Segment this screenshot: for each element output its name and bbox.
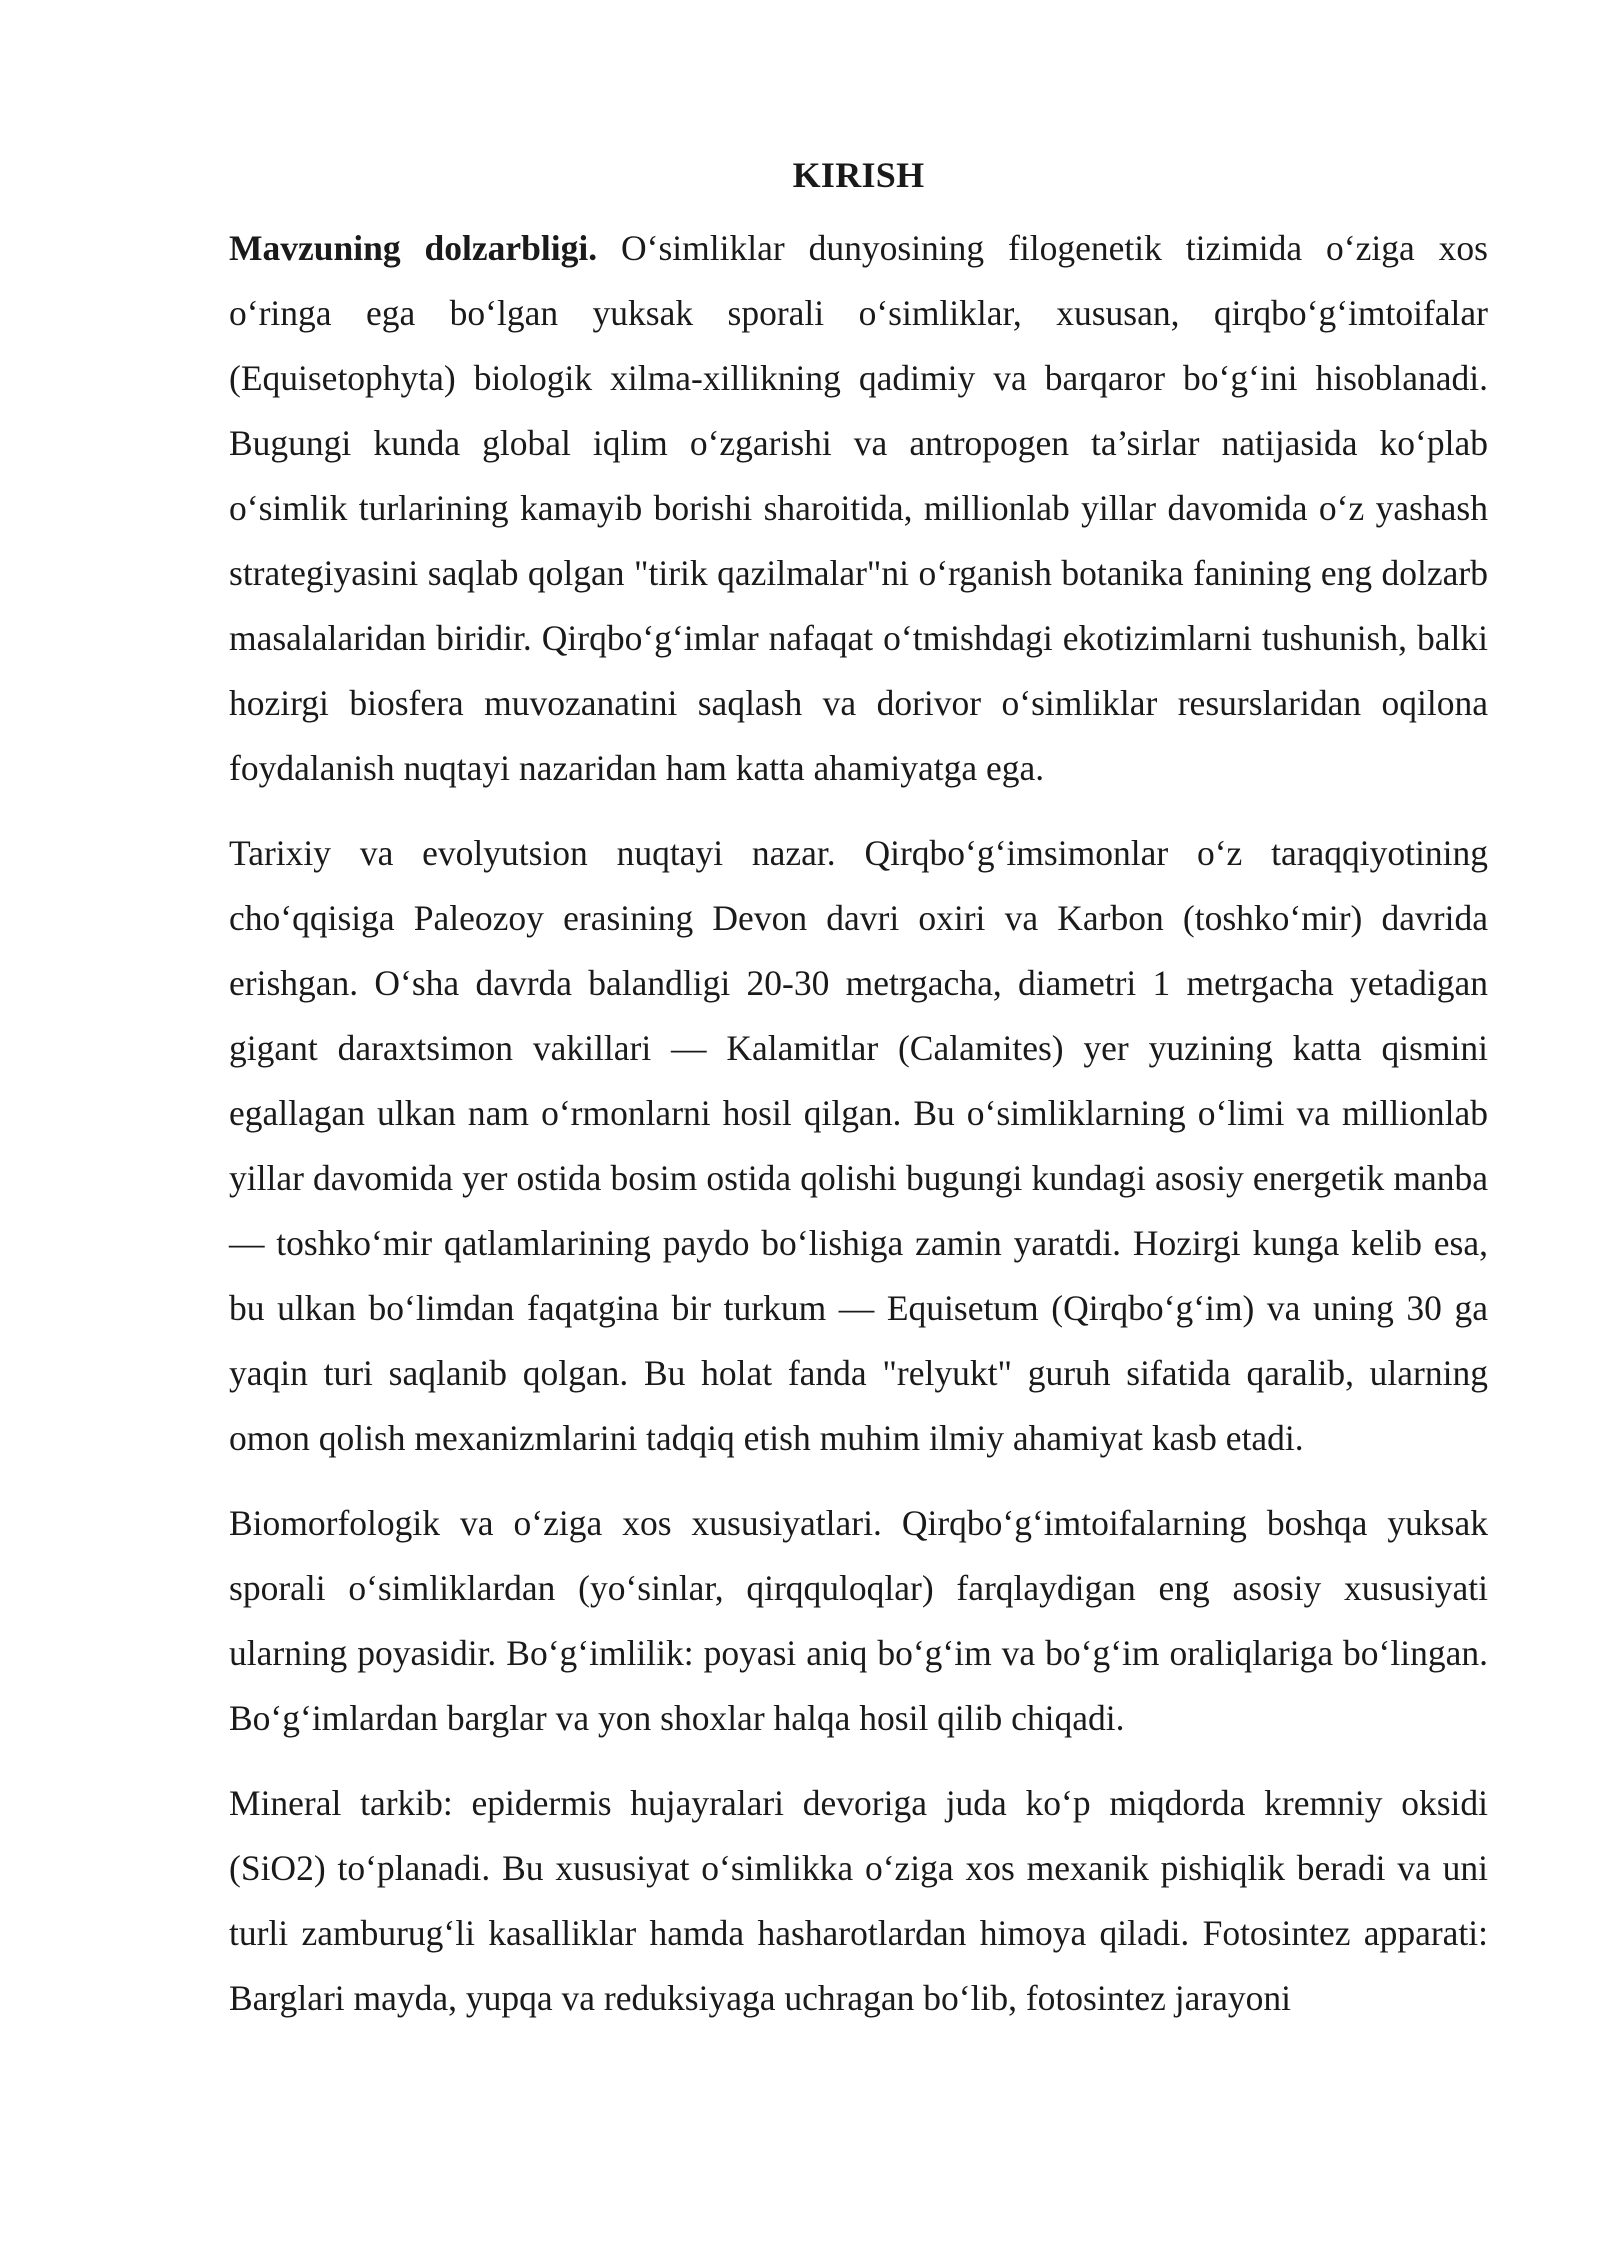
paragraph-mineral [229, 1771, 1488, 2031]
paragraph-relevance [229, 216, 1488, 801]
paragraph-text-mineral: Mineral tarkib: epidermis hujayralari devoriga juda ko‘p miqdorda kremniy oksidi (SiO2) to‘planadi. Bu xususiyat o‘simlikka o‘ziga xos mexanik pishiqlik beradi va uni turli zamburug‘li kasalliklar hamda hasharotlardan himoya qiladi. Fotosintez apparati: Barglari mayda, yupqa va reduksiyaga uchragan bo‘lib, fotosintez jarayoni [229, 1783, 1488, 2018]
paragraph-lead-relevance: Mavzuning dolzarbligi. [229, 228, 598, 268]
paragraph-text-relevance: O‘simliklar dunyosining filogenetik tizimida o‘ziga xos o‘ringa ega bo‘lgan yuksak sporali o‘simliklar, xususan, qirqbo‘g‘imtoifalar (Equisetophyta) biologik xilma-xillikning qadimiy va barqaror bo‘g‘ini hisoblanadi. Bugungi kunda global iqlim o‘zgarishi va antropogen ta’sirlar natijasida ko‘plab o‘simlik turlarining kamayib borishi sharoitida, millionlab yillar davomida o‘z yashash strategiyasini saqlab qolgan "tirik qazilmalar"ni o‘rganish botanika fanining eng dolzarb masalalaridan biridir. Qirqbo‘g‘imlar nafaqat o‘tmishdagi ekotizimlarni tushunish, balki hozirgi biosfera muvozanatini saqlash va dorivor o‘simliklar resurslaridan oqilona foydalanish nuqtayi nazaridan ham katta ahamiyatga ega. [229, 228, 1488, 788]
paragraph-history [229, 821, 1488, 1471]
paragraph-text-biomorphology: Biomorfologik va o‘ziga xos xususiyatlari. Qirqbo‘g‘imtoifalarning boshqa yuksak sporali o‘simliklardan (yo‘sinlar, qirqquloqlar) farqlaydigan eng asosiy xususiyati ularning poyasidir. Bo‘g‘imlilik: poyasi aniq bo‘g‘im va bo‘g‘im oraliqlariga bo‘lingan. Bo‘g‘imlardan barglar va yon shoxlar halqa hosil qilib chiqadi. [229, 1503, 1488, 1738]
paragraph-text-history: Tarixiy va evolyutsion nuqtayi nazar. Qirqbo‘g‘imsimonlar o‘z taraqqiyotining cho‘qqisiga Paleozoy erasining Devon davri oxiri va Karbon (toshko‘mir) davrida erishgan. O‘sha davrda balandligi 20-30 metrgacha, diametri 1 metrgacha yetadigan gigant daraxtsimon vakillari — Kalamitlar (Calamites) yer yuzining katta qismini egallagan ulkan nam o‘rmonlarni hosil qilgan. Bu o‘simliklarning o‘limi va millionlab yillar davomida yer ostida bosim ostida qolishi bugungi kundagi asosiy energetik manba — toshko‘mir qatlamlarining paydo bo‘lishiga zamin yaratdi. Hozirgi kunga kelib esa, bu ulkan bo‘limdan faqatgina bir turkum — Equisetum (Qirqbo‘g‘im) va uning 30 ga yaqin turi saqlanib qolgan. Bu holat fanda "relyukt" guruh sifatida qaralib, ularning omon qolish mexanizmlarini tadqiq etish muhim ilmiy ahamiyat kasb etadi. [229, 833, 1488, 1458]
document-title: KIRISH [792, 155, 925, 195]
paragraph-biomorphology [229, 1491, 1488, 1751]
